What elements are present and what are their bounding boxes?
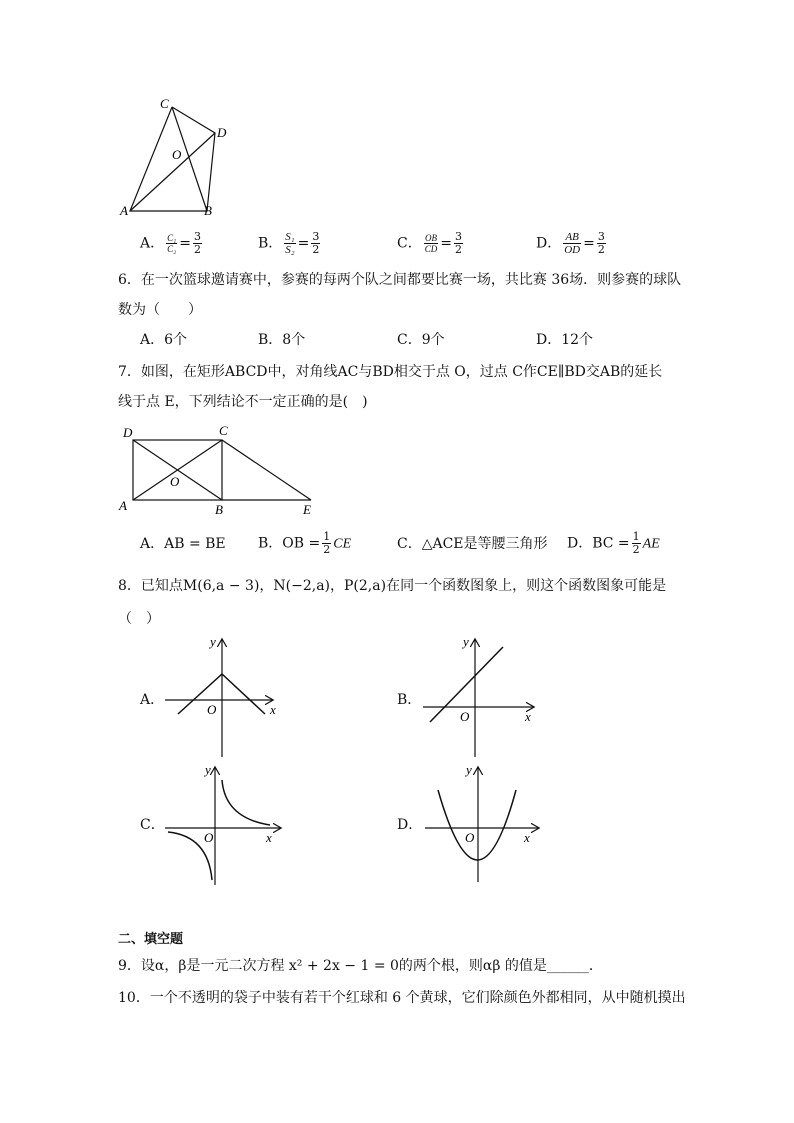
graph-d-y-label: y [466,762,472,777]
q8-graph-a [160,632,290,762]
graph-c-y-label: y [205,762,211,777]
q6-stem-line2: 数为（ ） [118,302,202,318]
figure-rectangle-abcd [115,420,325,520]
q6-option-b: B．8个 [258,332,306,348]
q7-option-a: A．AB = BE [140,536,226,552]
q8-stem-line1: 8．已知点M(6,a − 3)，N(−2,a)，P(2,a)在同一个函数图象上，则这个函数图象可能是 [118,578,667,594]
graph-a-y-label: y [210,634,216,649]
fig1-label-a: A [120,203,128,218]
fig2-label-d: D [123,425,133,440]
graph-c-x-label: x [266,830,272,845]
q8-stem-line2: （ ） [118,611,160,627]
figure-crossed-triangles [110,95,250,220]
fig2-label-e: E [303,502,311,517]
q9-stem: 9．设α，β是一元二次方程 x² + 2x − 1 = 0的两个根，则αβ 的值是______． [118,958,603,974]
q7-stem-line1: 7．如图，在矩形ABCD中，对角线AC与BD相交于点 O，过点 C作CE∥BD交AB的延长 [118,364,663,380]
graph-b-x-label: x [525,709,531,724]
section-fill-in-title: 二、填空题 [118,932,184,947]
graph-a-origin: O [207,702,217,717]
q8-graph-d-label: D． [397,817,423,833]
q8-graph-c [160,760,290,890]
graph-a-x-label: x [270,702,276,717]
q6-option-c: C．9个 [397,332,445,348]
graph-d-origin: O [465,830,475,845]
graph-d-x-label: x [524,830,530,845]
q8-graph-b-label: B． [397,692,422,708]
fig2-label-b: B [215,502,223,517]
fig1-label-c: C [160,96,169,111]
graph-c-origin: O [204,830,214,845]
graph-b-origin: O [460,709,470,724]
q8-graph-b [418,632,548,762]
q5-option-c: C． $\frac{OB}{CD}$ = $\frac{3}{2}$ [397,230,462,256]
q5-option-a: A． $\frac{\text{C₁}}{\text{C₂}}$ = $\frac{3}{2}$ [140,230,201,256]
q6-stem-line1: 6．在一次篮球邀请赛中，参赛的每两个队之间都要比赛一场，共比赛 36场．则参赛的球队 [118,272,682,288]
q8-graph-a-label: A． [140,692,165,708]
q5-option-b: B． $\frac{\text{S₁}}{\text{S₂}}$ = $\frac{3}{2}$ [258,230,320,256]
q8-graph-c-label: C． [140,817,165,833]
q6-option-d: D．12个 [536,332,594,348]
fig2-label-c: C [219,423,228,438]
fig1-label-d: D [217,125,227,140]
fig2-label-a: A [119,498,127,513]
q7-option-d: D．BC = $\frac{1}{2}$ AE [567,530,660,556]
fig1-label-o: O [172,147,182,162]
fig2-label-o: O [170,474,180,489]
q7-stem-line2: 线于点 E，下列结论不一定正确的是( ) [118,394,368,410]
q7-option-c: C．△ACE是等腰三角形 [397,536,548,552]
graph-b-y-label: y [463,634,469,649]
q6-option-a: A．6个 [140,332,188,348]
q10-stem: 10．一个不透明的袋子中装有若干个红球和 6 个黄球，它们除颜色外都相同，从中随机摸出 [118,990,686,1006]
fig1-label-b: B [204,203,212,218]
q8-graph-d [420,760,550,890]
q5-option-d: D． $\frac{AB}{OD}$ = $\frac{3}{2}$ [536,230,605,256]
q7-option-b: B．OB = $\frac{1}{2}$ CE [258,530,352,556]
